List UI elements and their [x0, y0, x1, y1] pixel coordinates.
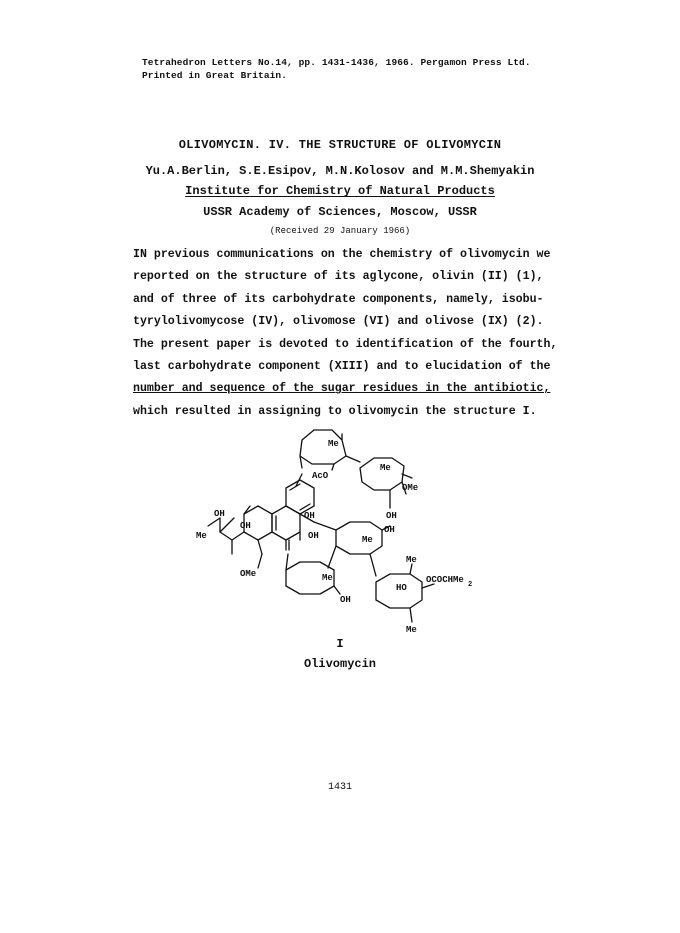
label-me-side: Me — [196, 531, 207, 541]
body-line: IN previous communications on the chemistry of olivomycin we — [133, 248, 551, 261]
body-line: and of three of its carbohydrate components, namely, isobu- — [133, 292, 544, 306]
label-oh-side2: OH — [240, 521, 251, 531]
label-oh-right: OH — [386, 511, 397, 521]
label-oh-mid2: OH — [384, 525, 395, 535]
label-oh-lowleft: OH — [340, 595, 351, 605]
label-oh-core: OH — [304, 511, 315, 521]
label-me-lowright: Me — [406, 555, 417, 565]
journal-citation: Tetrahedron Letters No.14, pp. 1431-1436, 1966. Pergamon Press Ltd. — [142, 57, 531, 68]
olivomycin-structure-diagram — [190, 418, 490, 644]
label-ococh-sub: 2 — [468, 581, 473, 589]
label-ococh: OCOCHMe — [426, 575, 464, 585]
label-me-top: Me — [328, 439, 339, 449]
journal-header — [142, 56, 531, 82]
body-line: which resulted in assigning to olivomycin the structure I. — [133, 404, 537, 418]
body-line: number and sequence of the sugar residues in the antibiotic, — [133, 382, 551, 396]
body-line: The present paper is devoted to identification of the fourth, — [133, 337, 558, 351]
paper-title: OLIVOMYCIN. IV. THE STRUCTURE OF OLIVOMYCIN — [178, 138, 502, 152]
paper-authors: Yu.A.Berlin, S.E.Esipov, M.N.Kolosov and M.M.Shemyakin — [145, 164, 535, 178]
label-me-bottom: Me — [406, 625, 417, 635]
affiliation-academy: USSR Academy of Sciences, Moscow, USSR — [203, 205, 477, 219]
label-aco: AcO — [312, 471, 329, 481]
label-me-right: Me — [380, 463, 391, 473]
body-line: reported on the structure of its aglycone, olivin (II) (1), — [133, 270, 544, 284]
label-ome-side: OMe — [240, 569, 257, 579]
compound-name: Olivomycin — [303, 657, 376, 671]
affiliation: Institute for Chemistry of Natural Products — [185, 184, 495, 198]
body-line: tyrylolivomycose (IV), olivomose (VI) and olivose (IX) (2). — [133, 315, 544, 329]
label-ho: HO — [396, 583, 407, 593]
label-ome-right: OMe — [402, 483, 419, 493]
label-me-mid: Me — [362, 535, 373, 545]
received-date: (Received 29 January 1966) — [269, 226, 411, 236]
label-oh-side1: OH — [214, 509, 225, 519]
body-paragraph — [133, 244, 558, 423]
label-oh-mid: OH — [308, 531, 319, 541]
page-number: 1431 — [327, 782, 352, 793]
body-line: last carbohydrate component (XIII) and to elucidation of the — [133, 360, 551, 374]
label-me-lowleft: Me — [322, 573, 333, 583]
compound-number: I — [336, 637, 344, 651]
journal-printed: Printed in Great Britain. — [142, 70, 288, 81]
